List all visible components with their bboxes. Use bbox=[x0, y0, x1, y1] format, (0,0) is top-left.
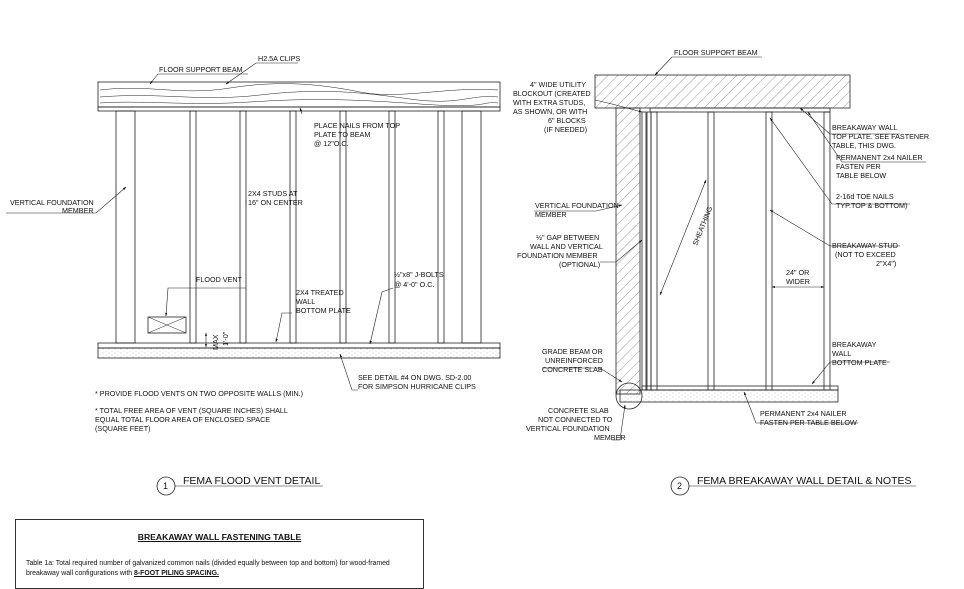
top-plate-label-a: BREAKAWAY WALL bbox=[832, 123, 898, 132]
slab-2 bbox=[620, 390, 838, 402]
gap-label-a: ½" GAP BETWEEN bbox=[536, 233, 600, 242]
see-detail-label-a: SEE DETAIL #4 ON DWG. SD-2.00 bbox=[358, 373, 472, 382]
bottom-plate-label-b: WALL bbox=[832, 349, 852, 358]
blockout-label-c: WITH EXTRA STUDS, bbox=[513, 98, 586, 107]
vertical-foundation-left bbox=[116, 111, 135, 343]
blockout-label-f: (IF NEEDED) bbox=[544, 125, 588, 134]
top-plate-label-c: TABLE, THIS DWG. bbox=[832, 141, 897, 150]
floor-support-beam-2 bbox=[595, 75, 850, 108]
fastening-table-caption bbox=[26, 559, 415, 578]
gap-label-c: FOUNDATION MEMBER bbox=[517, 251, 598, 260]
toe-nails-label-a: 2-16d TOE NAILS bbox=[836, 192, 894, 201]
spacing-label-a: 24" OR bbox=[786, 268, 810, 277]
caption-main: Table 1a: Total required number of galvanized common nails (divided equally between top and bottom) for wood-framed breakaway wall configurations with bbox=[26, 560, 390, 577]
slab-label-b: NOT CONNECTED TO bbox=[538, 415, 613, 424]
detail1-title bbox=[157, 475, 323, 495]
slab-label-d: MEMBER bbox=[594, 433, 626, 442]
bottom-plate-label-c: BOTTOM PLATE bbox=[832, 358, 887, 367]
vert-foundation-label-2a: VERTICAL FOUNDATION bbox=[535, 201, 619, 210]
slab-label-c: VERTICAL FOUNDATION bbox=[526, 424, 610, 433]
spacing-label-b: WIDER bbox=[786, 277, 810, 286]
gap-label-d: (OPTIONAL) bbox=[559, 260, 601, 269]
top-plate bbox=[98, 107, 500, 111]
studs-label-a: 2X4 STUDS AT bbox=[248, 189, 298, 198]
blockout-stud-a bbox=[642, 112, 646, 390]
note-1: * PROVIDE FLOOD VENTS ON TWO OPPOSITE WALLS (MIN.) bbox=[95, 389, 304, 398]
bottom-plate-label-a: BREAKAWAY bbox=[832, 340, 877, 349]
vert-foundation-label-2b: MEMBER bbox=[535, 210, 567, 219]
vertical-foundation-2 bbox=[616, 108, 640, 394]
studs-label-b: 16" ON CENTER bbox=[248, 198, 303, 207]
grade-beam-label-b: UNREINFORCED bbox=[545, 356, 603, 365]
sheathing-label: SHEATHING bbox=[690, 204, 715, 247]
treated-plate-label-a: 2X4 TREATED bbox=[296, 288, 344, 297]
gap-label-b: WALL AND VERTICAL bbox=[530, 242, 603, 251]
slab bbox=[98, 348, 500, 358]
treated-plate-label-c: BOTTOM PLATE bbox=[296, 306, 351, 315]
note-2c: (SQUARE FEET) bbox=[95, 424, 151, 433]
toe-nails-label-b: TYP.TOP & BOTTOM) bbox=[836, 201, 908, 210]
fastening-table-title: BREAKAWAY WALL FASTENING TABLE bbox=[137, 532, 302, 542]
fastening-table bbox=[15, 519, 424, 589]
detail2-number: 2 bbox=[677, 481, 683, 491]
bottom-plate bbox=[98, 343, 500, 348]
flood-vent-detail bbox=[6, 63, 500, 390]
detail2-title-text: FEMA BREAKAWAY WALL DETAIL & NOTES bbox=[697, 475, 912, 487]
stud-label-c: 2"X4") bbox=[876, 259, 897, 268]
grade-beam-label-a: GRADE BEAM OR bbox=[542, 347, 603, 356]
floor-beam-label-1: FLOOR SUPPORT BEAM bbox=[159, 65, 243, 74]
caption-bold: 8-FOOT PILING SPACING. bbox=[134, 569, 219, 577]
place-nails-label-a: PLACE NAILS FROM TOP bbox=[314, 121, 401, 130]
note-2a: * TOTAL FREE AREA OF VENT (SQUARE INCHES) SHALL bbox=[95, 406, 288, 415]
j-bolts-label-b: @ 4'-0" O.C. bbox=[394, 280, 435, 289]
leaders-1 bbox=[6, 63, 393, 390]
vert-foundation-label-1b: MEMBER bbox=[62, 206, 94, 215]
floor-support-beam bbox=[98, 82, 500, 107]
vertical-foundation-right bbox=[462, 111, 481, 343]
flood-vent-x bbox=[148, 317, 186, 333]
nailer-bottom-label-a: PERMANENT 2x4 NAILER bbox=[760, 409, 847, 418]
grade-beam-label-c: CONCRETE SLAB bbox=[542, 365, 603, 374]
top-plate-label-b: TOP PLATE. SEE FASTENER bbox=[832, 132, 930, 141]
slab-label-a: CONCRETE SLAB bbox=[548, 406, 609, 415]
place-nails-label-b: PLATE TO BEAM bbox=[314, 130, 371, 139]
nailer-top-label-a: PERMANENT 2x4 NAILER bbox=[836, 153, 923, 162]
max-dim-label-a: MAX bbox=[211, 334, 220, 350]
floor-beam-label-2: FLOOR SUPPORT BEAM bbox=[674, 48, 758, 57]
place-nails-label-c: @ 12"O.C. bbox=[314, 139, 349, 148]
nailer-top-label-c: TABLE BELOW bbox=[836, 171, 887, 180]
stud-label-b: (NOT TO EXCEED bbox=[835, 250, 896, 259]
nailer-top-label-b: FASTEN PER bbox=[836, 162, 881, 171]
blockout-label-a: 4" WIDE UTILITY bbox=[530, 80, 587, 89]
see-detail-label-b: FOR SIMPSON HURRICANE CLIPS bbox=[358, 382, 476, 391]
nailer-bottom-label-b: FASTEN PER TABLE BELOW bbox=[760, 418, 857, 427]
detail2-title bbox=[671, 475, 916, 495]
detail1-title-text: FEMA FLOOD VENT DETAIL bbox=[183, 475, 321, 487]
note-2b: EQUAL TOTAL FLOOR AREA OF ENCLOSED SPACE bbox=[95, 415, 271, 424]
bottom-plate-2 bbox=[642, 386, 838, 390]
blockout-stud-b bbox=[647, 112, 651, 390]
vert-foundation-label-1a: VERTICAL FOUNDATION bbox=[10, 198, 94, 207]
detail1-number: 1 bbox=[163, 481, 169, 491]
treated-plate-label-b: WALL bbox=[296, 297, 316, 306]
j-bolts-label-a: ½"x8" J-BOLTS bbox=[394, 270, 444, 279]
flood-vent-label: FLOOD VENT bbox=[196, 275, 242, 284]
max-dim-label-b: 1'-0" bbox=[221, 331, 230, 346]
blockout-label-d: AS SHOWN, OR WITH bbox=[513, 107, 588, 116]
blockout-label-b: BLOCKOUT (CREATED bbox=[513, 89, 591, 98]
blockout-label-e: 6" BLOCKS bbox=[548, 116, 586, 125]
h25a-clips-label: H2.5A CLIPS bbox=[258, 54, 301, 63]
stud-label-a: BREAKAWAY STUD bbox=[832, 241, 898, 250]
top-nailer bbox=[650, 108, 830, 112]
